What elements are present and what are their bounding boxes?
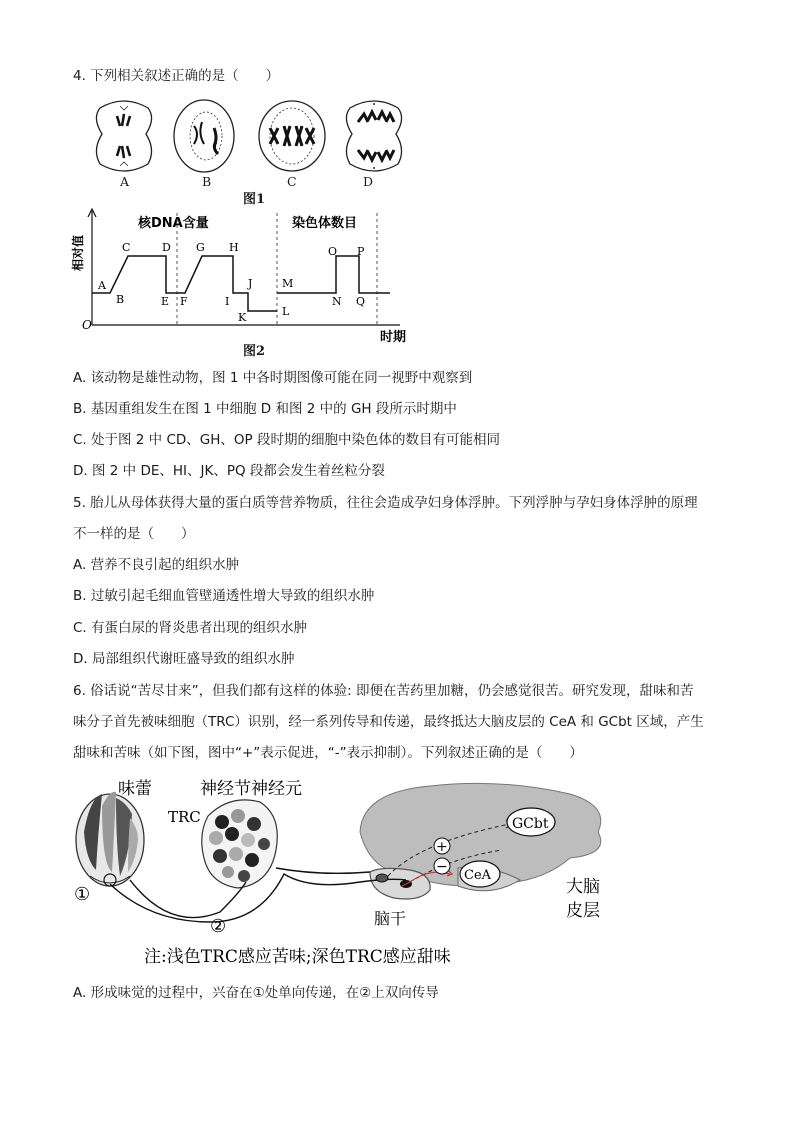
cell-b-image [174,100,234,172]
taste-bud-label: 味蕾 [118,779,152,799]
point-q: Q [356,295,366,308]
q5-stem-line1: 5. 胎儿从母体获得大量的蛋白质等营养物质，往往会造成孕妇身体浮肿。下列浮肿与孕妇身体浮肿的原理 [73,495,698,511]
marker-2: ② [210,916,227,937]
plus-sign: + [436,839,448,855]
section-chromosome-label: 染色体数目 [292,216,358,231]
q5-option-c[interactable]: C. 有蛋白尿的肾炎患者出现的组织水肿 [73,620,308,636]
fig1-label-c: C [287,174,297,189]
fig1-label-a: A [120,174,130,189]
q4-stem: 4. 下列相关叙述正确的是（ ） [73,68,280,84]
point-e: E [161,295,170,308]
q6-stem-line3: 甜味和苦味（如下图，图中“+”表示促进，“-”表示抑制）。下列叙述正确的是（ ） [73,745,583,761]
point-f: F [180,295,188,308]
q5-option-d[interactable]: D. 局部组织代谢旺盛导致的组织水肿 [73,651,295,667]
point-i: I [225,295,230,308]
point-b: B [116,293,125,306]
figure-1-cells [90,98,410,178]
point-p: P [357,245,365,258]
point-d: D [162,241,171,254]
point-c: C [122,241,131,254]
cell-a-image [96,101,151,171]
fig1-label-b: B [202,174,212,189]
cea-label: CeA [464,868,492,883]
point-j: J [248,277,253,290]
cortex-label-1: 大脑 [566,877,600,897]
q6-stem-line1: 6. 俗话说“苦尽甘来”，但我们都有这样的体验: 即便在苦药里加糖，仍会感觉很苦。研究发现，甜味和苦 [73,683,694,699]
taste-pathway-diagram [70,772,630,970]
q6-option-a[interactable]: A. 形成味觉的过程中，兴奋在①处单向传递，在②上双向传导 [73,985,439,1001]
point-l: L [282,305,290,318]
point-h: H [229,241,239,254]
marker-1: ① [74,884,91,905]
point-g: G [196,241,205,254]
axis-origin: O [82,318,92,332]
y-axis-label: 相对值 [71,234,85,271]
point-k: K [238,311,247,324]
minus-sign: − [436,859,448,875]
q4-option-d[interactable]: D. 图 2 中 DE、HI、JK、PQ 段都会发生着丝粒分裂 [73,463,385,479]
q4-option-c[interactable]: C. 处于图 2 中 CD、GH、OP 段时期的细胞中染色体的数目有可能相同 [73,432,500,448]
figure-2-graph [70,205,410,345]
section-dna-label: 核DNA含量 [138,216,209,231]
q5-option-a[interactable]: A. 营养不良引起的组织水肿 [73,557,240,573]
fig1-label-d: D [363,174,374,189]
figure-2-caption: 图2 [243,344,266,359]
figure-1-caption: 图1 [243,192,266,207]
point-a: A [98,279,106,292]
diagram-note: 注:浅色TRC感应苦味;深色TRC感应甜味 [144,947,451,967]
cell-d-image [346,101,401,171]
trc-label: TRC [168,808,201,826]
point-m: M [282,277,294,290]
cortex-label-2: 皮层 [566,901,600,921]
q4-option-b[interactable]: B. 基因重组发生在图 1 中细胞 D 和图 2 中的 GH 段所示时期中 [73,401,457,417]
point-n: N [332,295,342,308]
q5-option-b[interactable]: B. 过敏引起毛细血管壁通透性增大导致的组织水肿 [73,588,375,604]
x-axis-label: 时期 [380,330,407,345]
gcbt-label: GCbt [512,816,549,832]
q4-option-a[interactable]: A. 该动物是雄性动物，图 1 中各时期图像可能在同一视野中观察到 [73,370,473,386]
q6-stem-line2: 味分子首先被味细胞（TRC）识别，经一系列传导和传递，最终抵达大脑皮层的 CeA 和 GCbt 区域，产生 [73,714,704,730]
ganglion-neurons-image [202,800,278,888]
brainstem-label: 脑干 [374,909,407,928]
q5-stem-line2: 不一样的是（ ） [73,526,195,542]
taste-bud-image [76,792,144,886]
ganglion-label: 神经节神经元 [200,779,302,799]
cell-c-image [259,101,325,171]
point-o: O [328,245,338,258]
